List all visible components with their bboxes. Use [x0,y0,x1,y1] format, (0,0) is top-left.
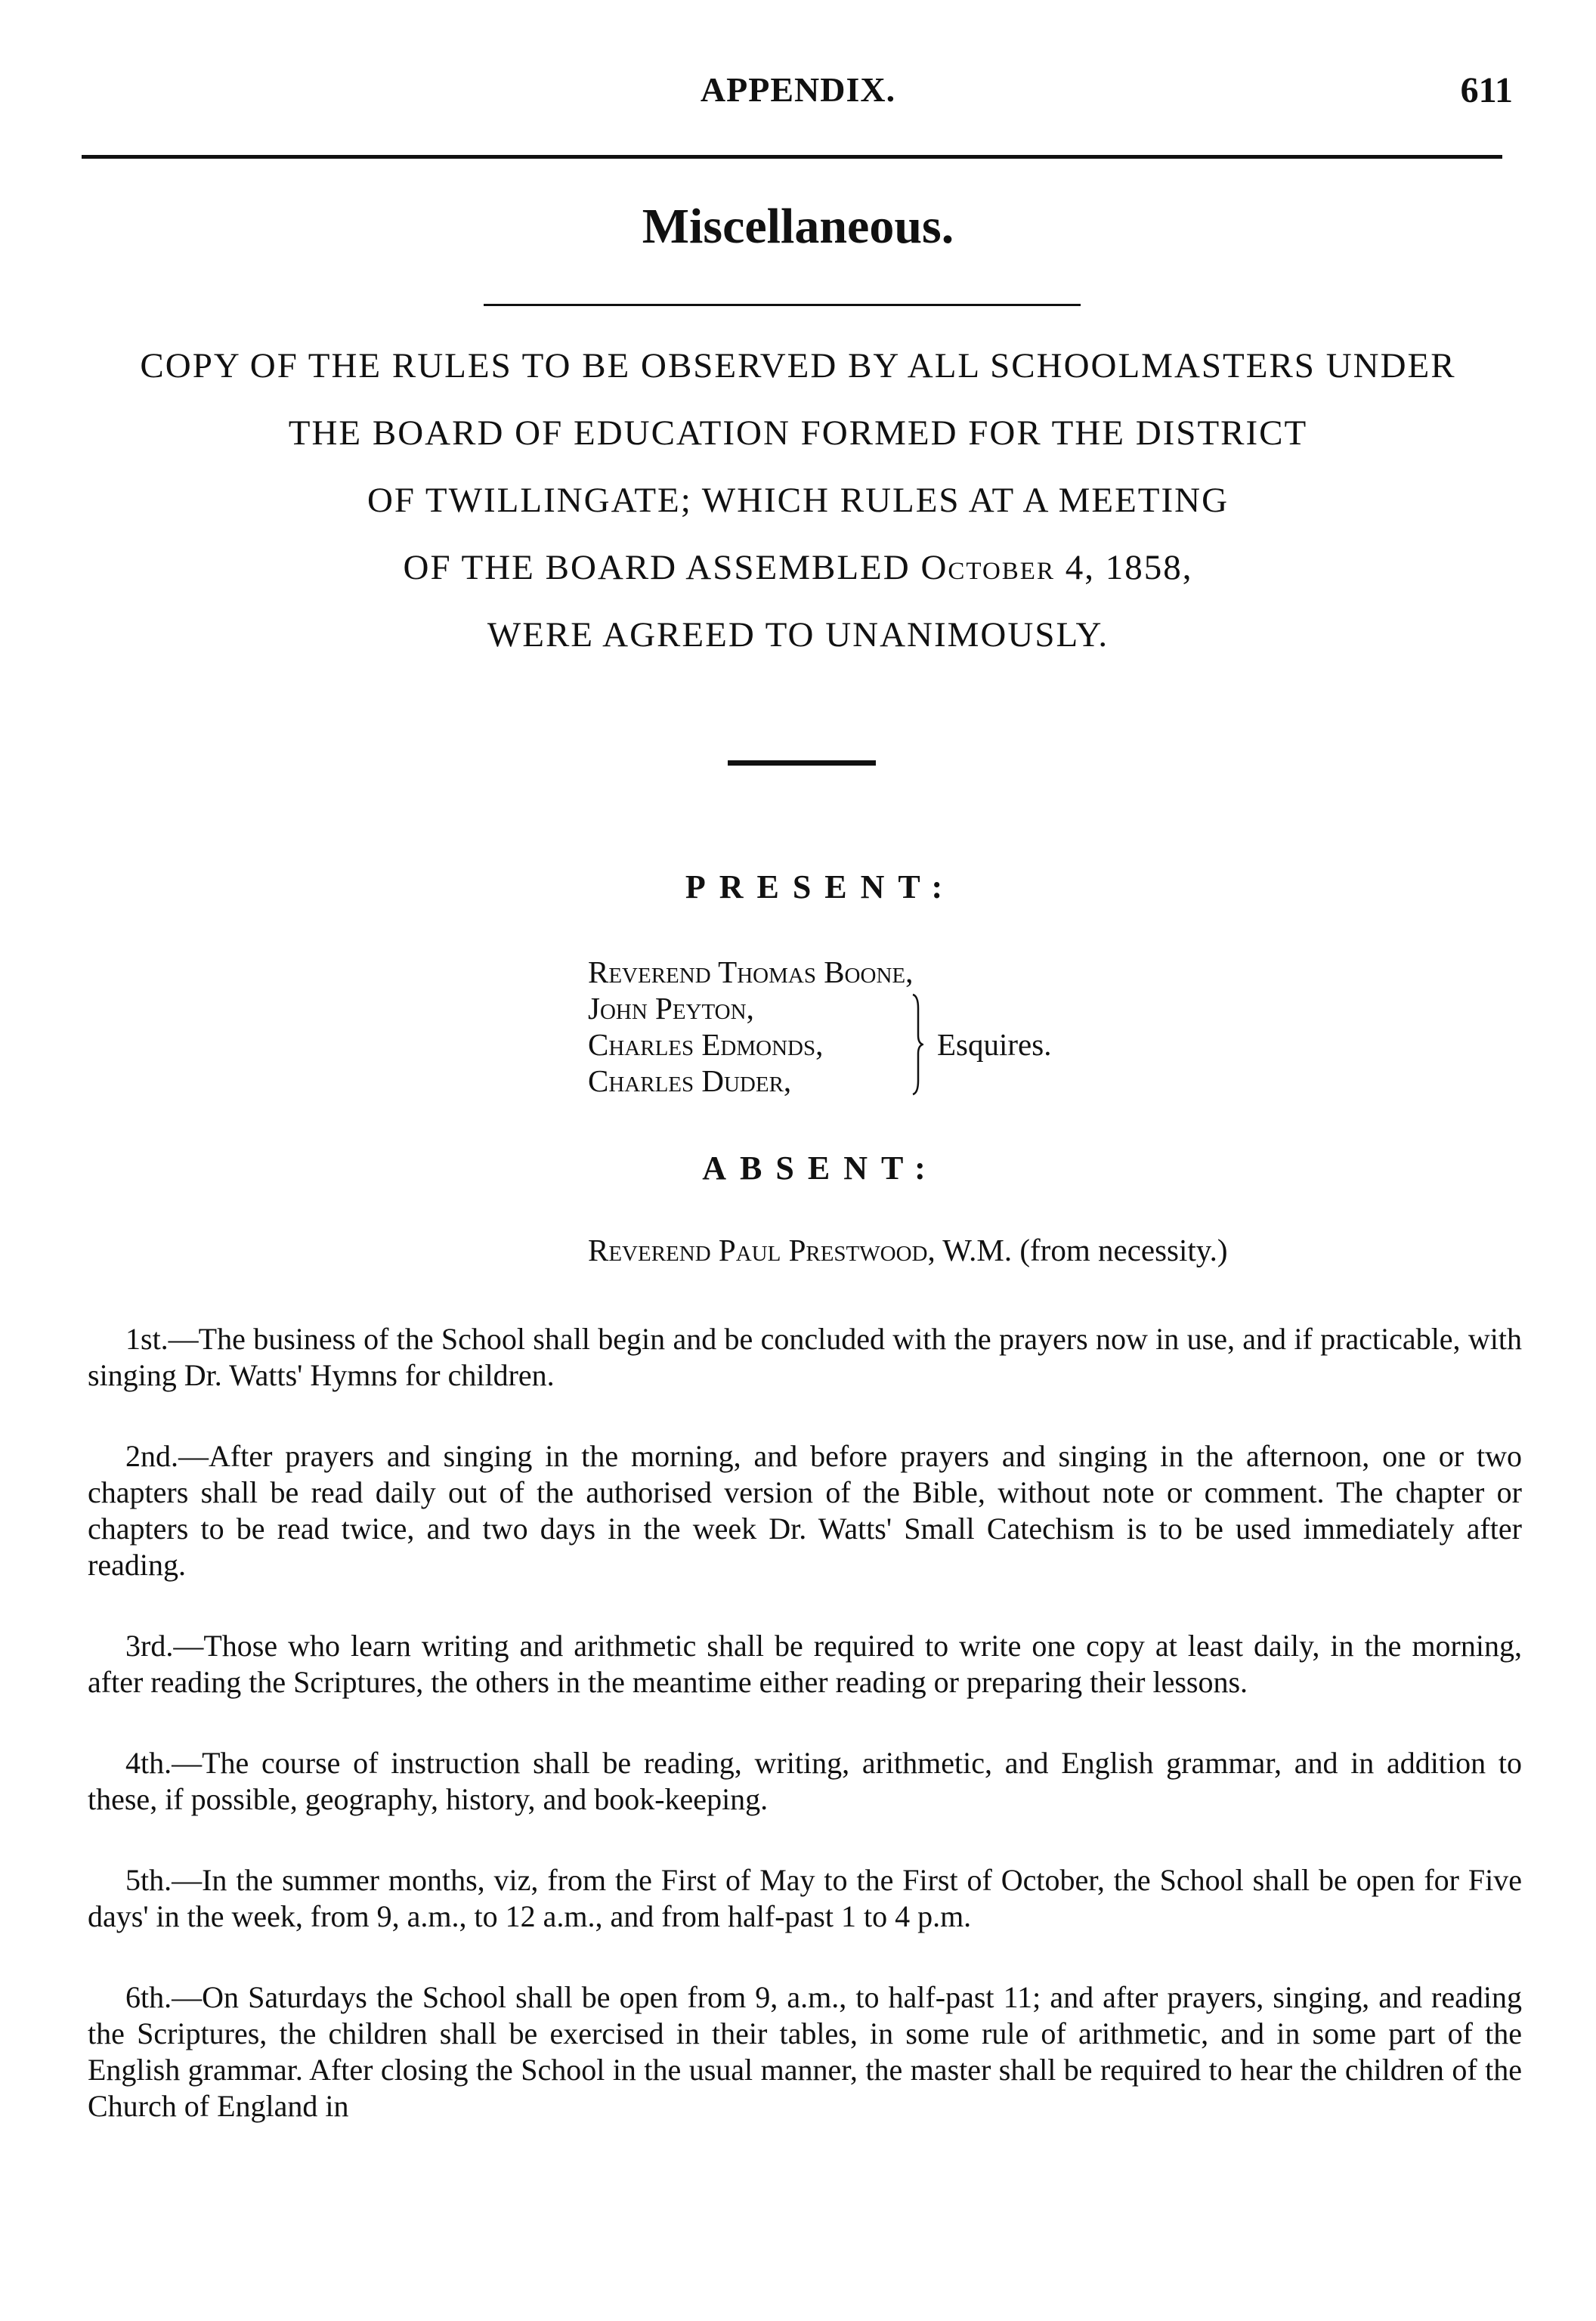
page-number: 611 [1460,70,1513,110]
heading-line-5: WERE AGREED TO UNANIMOUSLY. [487,615,1109,655]
absent-label: ABSENT: [702,1150,939,1187]
member-john-peyton: John Peyton, [588,991,754,1026]
member-charles-edmonds: Charles Edmonds, [588,1027,824,1062]
rule-5: 5th.—In the summer months, viz, from the First of May to the First of October, the School shall be open for Five days' in the week, from 9, a.m., to 12 a.m., and from half-past 1 to 4 p.m. [88,1863,1522,1933]
heading-line-4 [0,534,1596,602]
member-thomas-boone: Reverend Thomas Boone, [588,955,914,989]
heading-line-1: COPY OF THE RULES TO BE OBSERVED BY ALL SCHOOLMASTERS UNDER [140,346,1456,385]
rule-4: 4th.—The course of instruction shall be reading, writing, arithmetic, and English grammar, and in addition to these, if possible, geography, history, and book-keeping. [88,1746,1522,1816]
absent-member [588,1232,1228,1268]
rules-list [88,1321,1522,2169]
meeting-date: October 4, 1858, [920,548,1193,587]
right-brace-icon [911,993,923,1096]
absent-name: Reverend Paul Prestwood, [588,1233,936,1267]
heading-line-2: THE BOARD OF EDUCATION FORMED FOR THE DISTRICT [288,413,1308,453]
present-members [588,954,1052,1099]
running-title: APPENDIX. [700,70,896,109]
absent-title: W.M. [942,1233,1013,1267]
rule-6: 6th.—On Saturdays the School shall be open from 9, a.m., to half-past 11; and after prayers, singing, and reading the Scriptures, the children shall be exercised in their tables, in some rule of arithmetic, and in some part of the English grammar. After closing the School in the usual manner, the master shall be required to hear the children of the Church of England in [88,1980,1522,2123]
document-heading [0,333,1596,669]
rule-3: 3rd.—Those who learn writing and arithmetic shall be required to write one copy at least daily, in the morning, after reading the Scriptures, the others in the meantime either reading or preparing their lessons. [88,1629,1522,1699]
member-charles-duder: Charles Duder, [588,1063,792,1098]
section-divider [728,760,876,766]
title-rule [484,304,1081,306]
heading-line-4-prefix: OF THE BOARD ASSEMBLED [403,548,911,587]
rule-2: 2nd.—After prayers and singing in the morning, and before prayers and singing in the afternoon, one or two chapters shall be read daily out of the authorised version of the Bible, without note or comment. The chapter or chapters to be read twice, and two days in the week Dr. Watts' Small Catechism is to be used immediately after reading. [88,1439,1522,1582]
present-label: PRESENT: [685,868,957,905]
running-head [0,70,1596,115]
absent-note: (from necessity.) [1019,1233,1228,1267]
rule-1: 1st.—The business of the School shall begin and be concluded with the prayers now in use, and if practicable, with singing Dr. Watts' Hymns for children. [88,1322,1522,1392]
section-title: Miscellaneous. [642,199,954,254]
header-rule [82,155,1502,159]
heading-line-3: OF TWILLINGATE; WHICH RULES AT A MEETING [367,481,1229,520]
esquires-label: Esquires. [937,1027,1052,1062]
